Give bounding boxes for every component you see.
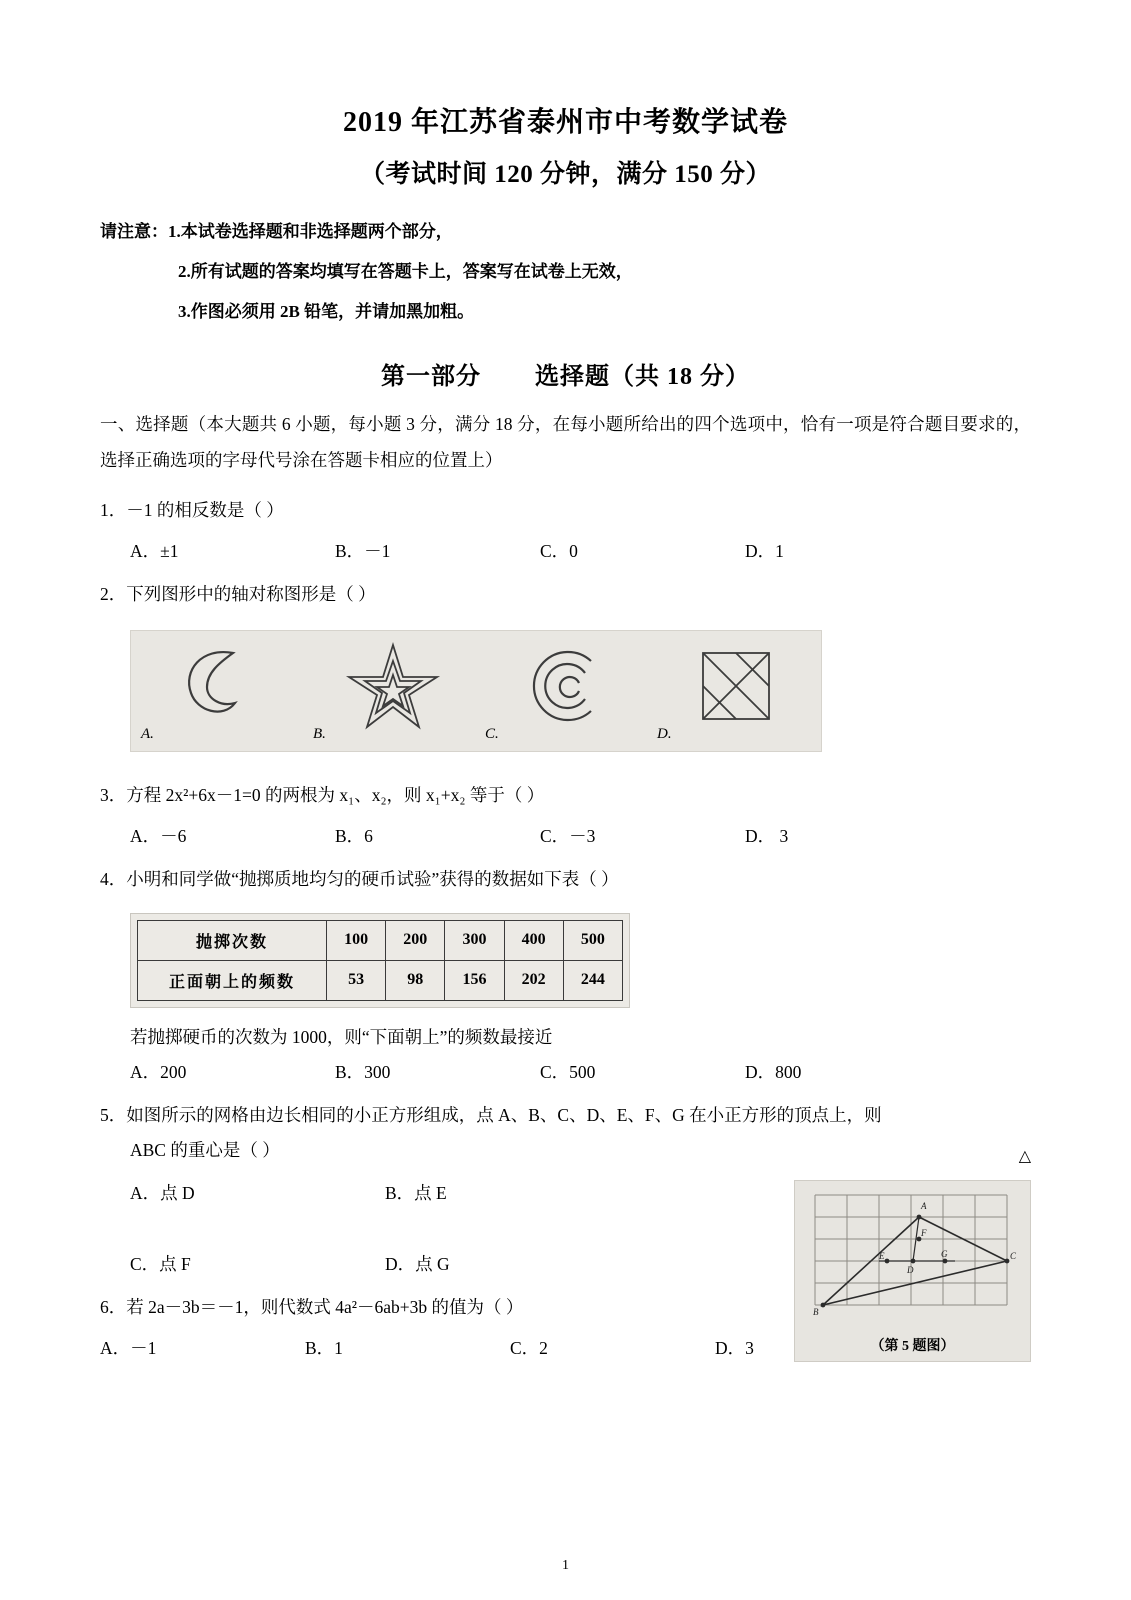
question-3-number: 3． (100, 784, 127, 805)
table-row (138, 920, 623, 960)
question-5-triangle-mark: △ (1018, 1148, 1031, 1165)
comma-shape-icon (161, 637, 281, 733)
notice-line-2: 2.所有试题的答案均填写在答题卡上，答案写在试卷上无效， (178, 261, 633, 281)
svg-text:A: A (921, 1201, 927, 1211)
coin-table-r1-c3: 156 (445, 960, 504, 1000)
coin-table-r1-c5: 244 (563, 960, 622, 1000)
question-3-options (130, 823, 1031, 848)
question-5-figure-caption: （第 5 题图） (870, 1339, 955, 1354)
question-1-text: －1 的相反数是（ ） (126, 499, 284, 520)
table-row (138, 960, 623, 1000)
question-3-option-d[interactable]: D． 3 (745, 825, 789, 846)
question-5-option-b[interactable]: B．点 E (385, 1182, 447, 1203)
svg-text:E: E (879, 1251, 885, 1261)
coin-table-r0-c1: 100 (327, 920, 386, 960)
page-number: 1 (562, 1558, 569, 1573)
question-4-figure (130, 913, 630, 1008)
svg-text:D: D (907, 1265, 914, 1275)
question-2-label-d: D. (657, 725, 672, 742)
question-4-option-c[interactable]: C．500 (540, 1061, 596, 1082)
coin-table-r1-c1: 53 (327, 960, 386, 1000)
square-tangram-shape-icon (677, 637, 797, 733)
question-1-option-a[interactable]: A．±1 (130, 540, 179, 561)
coin-table-r0-c4: 400 (504, 920, 563, 960)
question-6-option-b[interactable]: B．1 (305, 1337, 343, 1358)
notice-line-1: 请注意：1.本试卷选择题和非选择题两个部分， (100, 222, 453, 241)
coin-table-r0-c5: 500 (563, 920, 622, 960)
question-5-option-a[interactable]: A．点 D (130, 1182, 195, 1203)
question-4-note: 若抛掷硬币的次数为 1000，则“下面朝上”的频数最接近 (130, 1026, 553, 1047)
coin-table-r1-c0: 正面朝上的频数 (138, 960, 327, 1000)
star-shape-icon (333, 637, 453, 733)
question-1-number: 1． (100, 499, 127, 520)
question-5-figure (794, 1180, 1031, 1362)
question-3-option-c[interactable]: C．－3 (540, 825, 596, 846)
page-content (100, 0, 1031, 1360)
question-1-option-b[interactable]: B．－1 (335, 540, 391, 561)
question-6-option-c[interactable]: C．2 (510, 1337, 548, 1358)
question-2-figure (130, 630, 822, 752)
part-title (100, 356, 1031, 391)
question-1-option-c[interactable]: C．0 (540, 540, 578, 561)
svg-text:F: F (921, 1228, 927, 1238)
question-2-label-c: C. (485, 725, 499, 742)
question-3-text: 方程 2x²+6x－1=0 的两根为 x₁、x₂，则 x₁+x₂ 等于（ ） (126, 784, 545, 805)
question-2-shape-a (131, 631, 303, 751)
coin-table-r0-c0: 抛掷次数 (138, 920, 327, 960)
part-title-right: 选择题（共 18 分） (535, 363, 750, 390)
question-3-option-a[interactable]: A．－6 (130, 825, 187, 846)
question-2 (100, 577, 1031, 612)
question-6-number: 6． (100, 1296, 127, 1317)
question-2-number: 2． (100, 583, 127, 604)
question-2-shape-d (647, 631, 819, 751)
question-4 (100, 862, 1031, 897)
question-5-option-c[interactable]: C．点 F (130, 1253, 191, 1274)
question-2-shape-c (475, 631, 647, 751)
coin-table-r0-c3: 300 (445, 920, 504, 960)
question-2-label-b: B. (313, 725, 326, 742)
page-title: 2019 年江苏省泰州市中考数学试卷 (342, 107, 788, 138)
question-2-text: 下列图形中的轴对称图形是（ ） (126, 583, 376, 604)
question-3-option-b[interactable]: B．6 (335, 825, 373, 846)
question-4-number: 4． (100, 868, 127, 889)
question-2-shape-b (303, 631, 475, 751)
question-4-text: 小明和同学做“抛掷质地均匀的硬币试验”获得的数据如下表（ ） (126, 868, 619, 889)
svg-text:B: B (813, 1307, 819, 1317)
question-4-option-d[interactable]: D．800 (745, 1061, 802, 1082)
question-1-option-d[interactable]: D．1 (745, 540, 784, 561)
question-1-options (130, 538, 1031, 563)
question-4-options (130, 1059, 1031, 1084)
svg-text:G: G (941, 1249, 948, 1259)
section-intro: 一、选择题（本大题共 6 小题，每小题 3 分，满分 18 分，在每小题所给出的四个选项中，恰有一项是符合题目要求的，选择正确选项的字母代号涂在答题卡相应的位置上） (100, 413, 1031, 470)
question-5-text-line2: ABC 的重心是（ ） (130, 1139, 280, 1160)
question-6-option-a[interactable]: A．－1 (100, 1337, 157, 1358)
coin-table-r0-c2: 200 (386, 920, 445, 960)
question-1 (100, 493, 1031, 528)
question-6-option-d[interactable]: D．3 (715, 1337, 754, 1358)
exam-subtitle: （考试时间 120 分钟，满分 150 分） (359, 161, 771, 188)
question-5-option-d[interactable]: D．点 G (385, 1253, 450, 1274)
svg-text:C: C (1010, 1251, 1017, 1261)
coin-table-r1-c2: 98 (386, 960, 445, 1000)
question-5-number: 5． (100, 1104, 127, 1125)
coin-toss-table (137, 920, 623, 1001)
question-4-option-a[interactable]: A．200 (130, 1061, 187, 1082)
question-6-text: 若 2a－3b＝－1，则代数式 4a²－6ab+3b 的值为（ ） (126, 1296, 524, 1317)
question-3 (100, 778, 1031, 813)
part-title-left: 第一部分 (381, 363, 481, 390)
c-spiral-shape-icon (505, 637, 625, 733)
grid-triangle-diagram-icon (795, 1181, 1028, 1331)
question-5-text: 如图所示的网格由边长相同的小正方形组成，点 A、B、C、D、E、F、G 在小正方形的顶点上，则 (126, 1104, 882, 1125)
question-5 (100, 1098, 1031, 1168)
question-2-label-a: A. (141, 725, 154, 742)
question-4-option-b[interactable]: B．300 (335, 1061, 391, 1082)
coin-table-r1-c4: 202 (504, 960, 563, 1000)
notice-line-3: 3.作图必须用 2B 铅笔，并请加黑加粗。 (178, 301, 475, 321)
